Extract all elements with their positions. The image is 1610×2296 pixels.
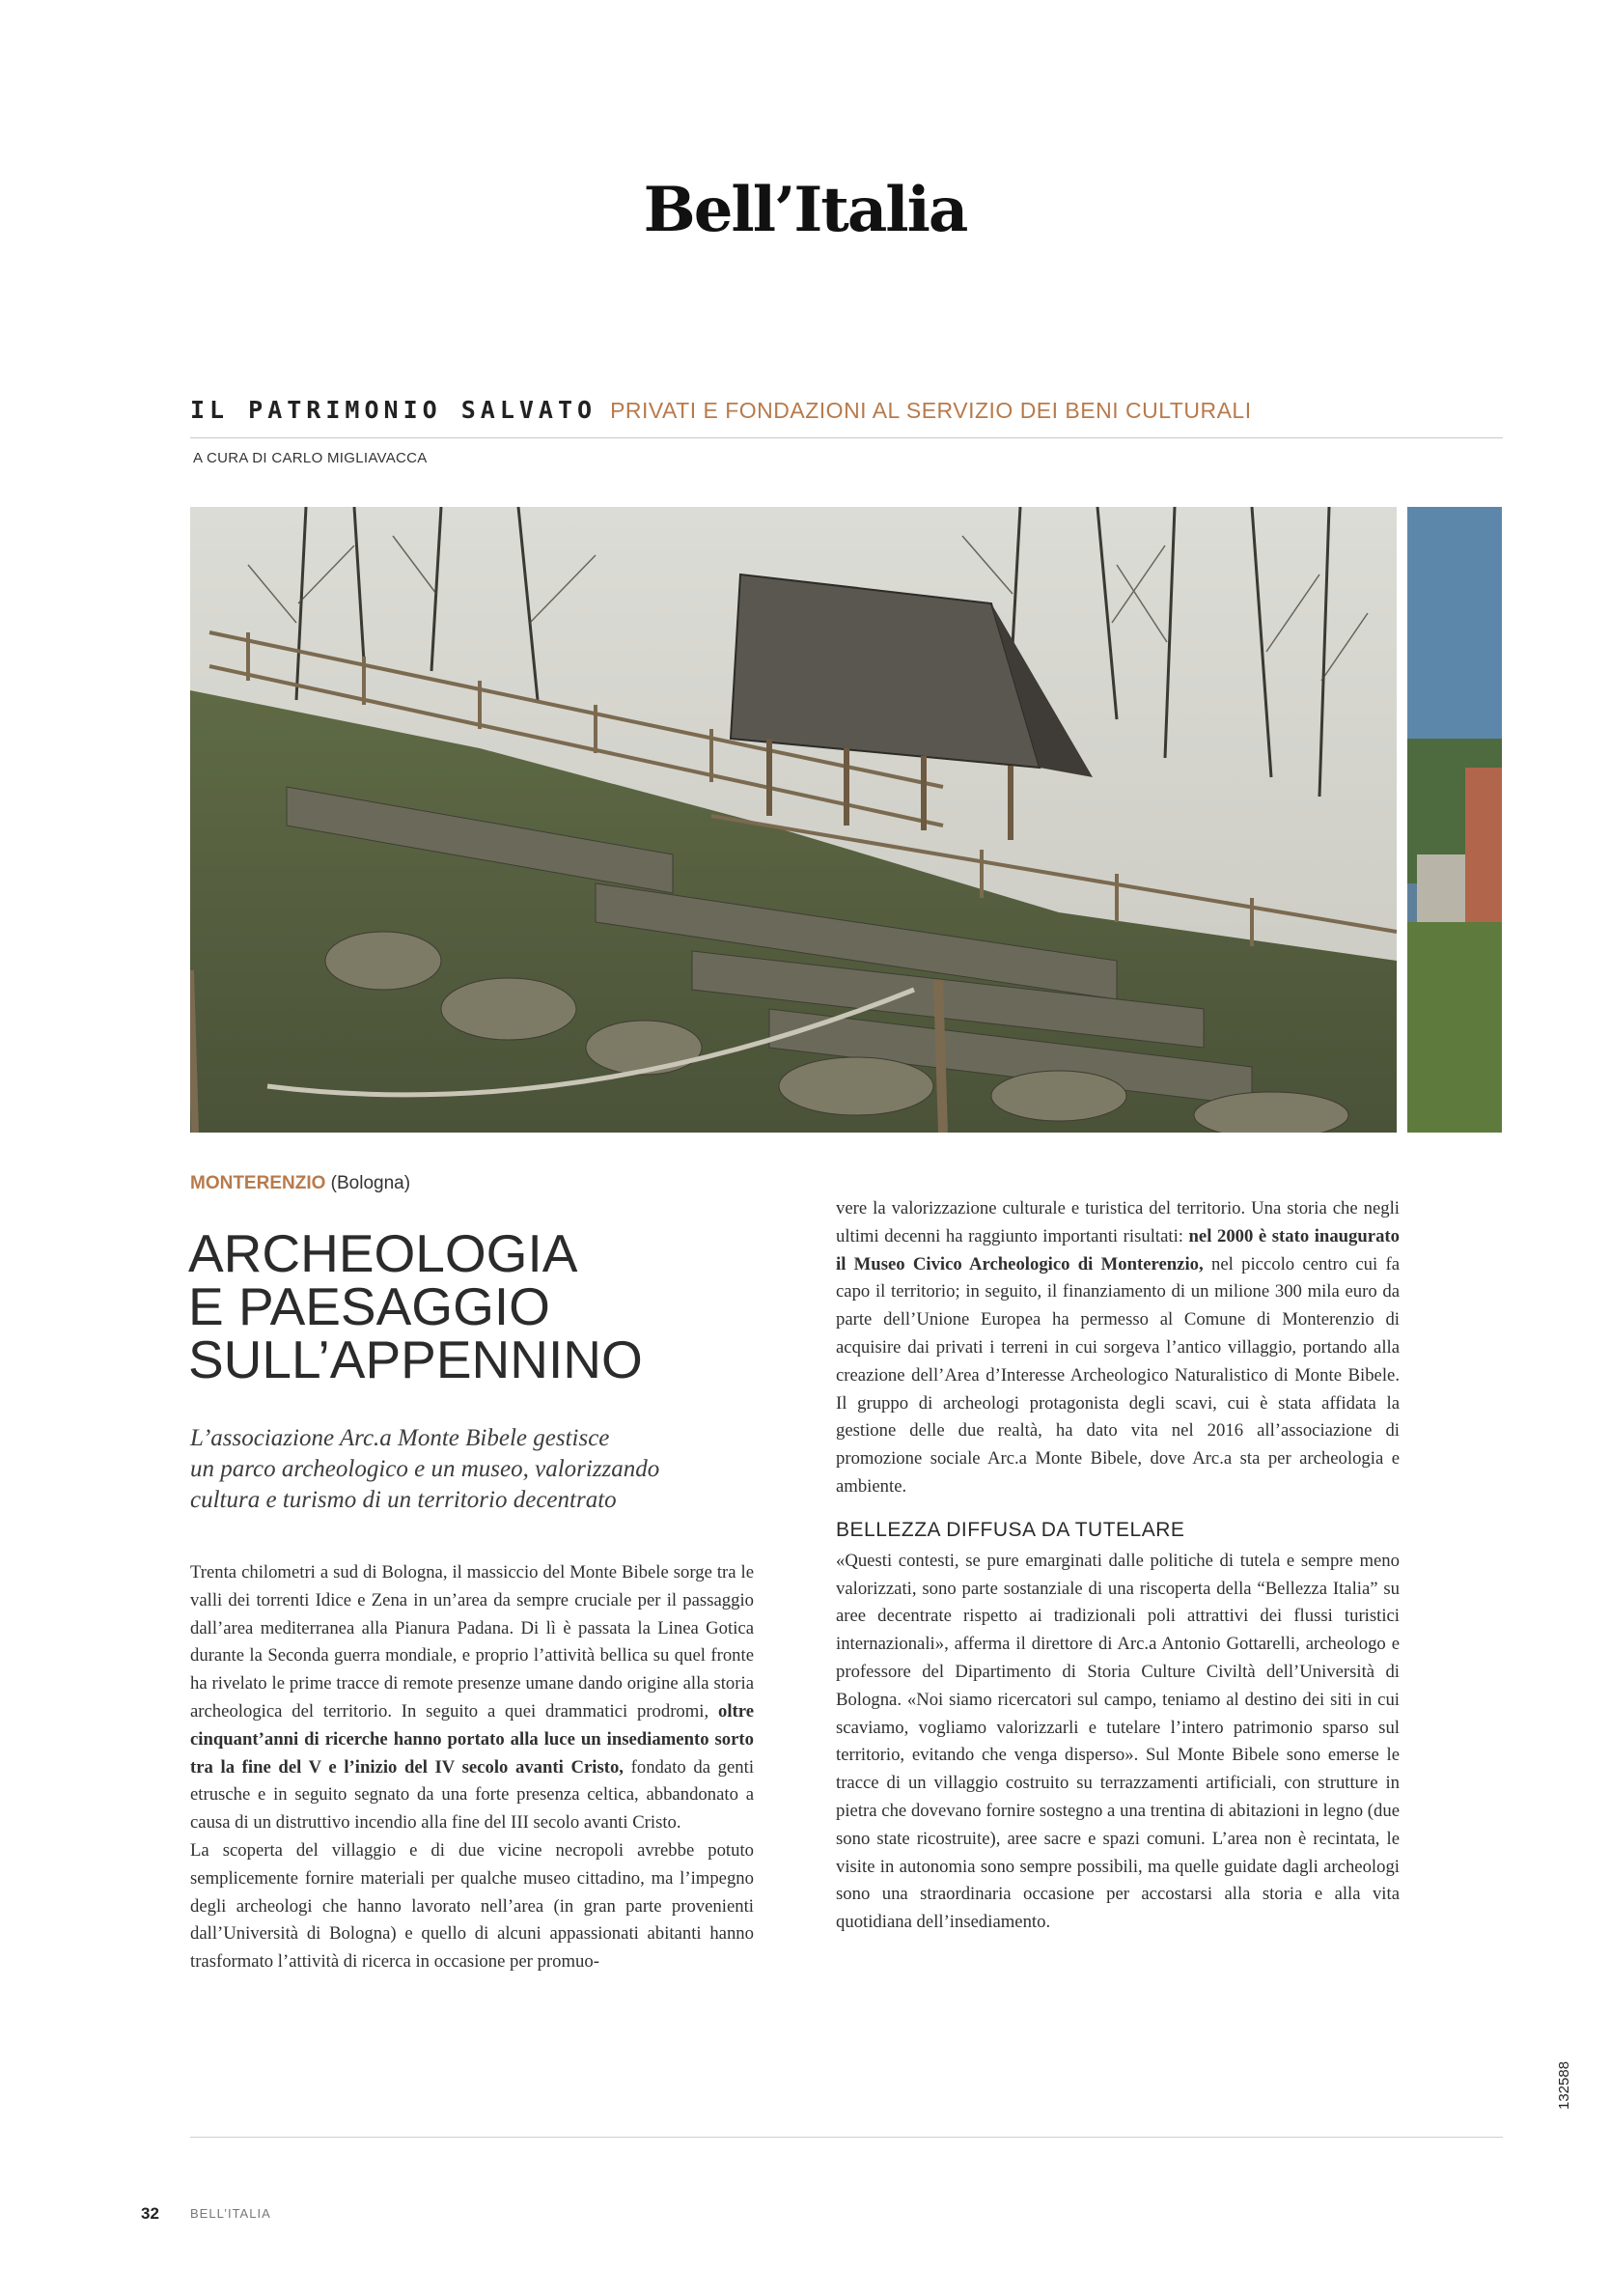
body-paragraph: Trenta chilometri a sud di Bologna, il massiccio del Monte Bibele sorge tra le valli dei torrenti Idice e Zena in un’area da sempre cruciale per il passaggio dall’area mediterranea alla Pianura Padana. Di lì è passata la Linea Gotica durante la Seconda guerra mondiale, e proprio l’attività bellica su quel fronte ha rivelato le prime tracce di remote presenze umane dando origine alla storia archeologica del territorio. In seguito a quei drammatici prodromi, oltre cinquant’anni di ricerche hanno portato alla luce un insediamento sorto tra la fine del V e l’inizio del IV secolo avanti Cristo, fondato da genti etrusche e in seguito segnato da una forte presenza celtica, abbandonato a causa di un distruttivo incendio alla fine del III secolo avanti Cristo. xyxy=(190,1562,755,1834)
location-label xyxy=(190,1173,410,1194)
body-column-right xyxy=(836,1195,1400,1937)
article-title-line: E PAESAGGIO xyxy=(188,1276,550,1336)
article-title-line: ARCHEOLOGIA xyxy=(188,1223,578,1283)
article-title xyxy=(188,1223,729,1389)
masthead-logo: Bell’Italia xyxy=(643,174,967,246)
body-bold-highlight: oltre cinquant’anni di ricerche hanno portato alla luce un insediamento sorto tra la fine del V e l’inizio del IV secolo avanti Cristo, xyxy=(190,1700,754,1778)
body-paragraph: «Questi contesti, se pure emarginati dalle politiche di tutela e sempre meno valorizzati, sono parte sostanziale di una riscoperta della “Bellezza Italia” su aree decentrate rispetto ai tradizionali poli attrattivi dei flussi turistici internazionali», afferma il direttore di Arc.a Antonio Gottarelli, archeologo e professore del Dipartimento di Storia Culture Civiltà dell’Università di Bologna. «Noi siamo ricercatori sul campo, teniamo al destino dei siti in cui scaviamo, vogliamo valorizzarli e tutelare l’intero patrimonio sparso sul territorio, evitando che venga disperso». Sul Monte Bibele sono emerse le tracce di un villaggio costruito su terrazzamenti artificiali, con strutture in pietra che dovevano fornire sostegno a una trentina di abitazioni in legno (due sono state ricostruite), aree sacre e spazi comuni. L’area non è recintata, le visite in autonomia sono sempre possibili, ma quelle guidate dagli archeologi sono una straordinaria occasione per accostarsi alla storia e alla vita quotidiana dell’insediamento. xyxy=(836,1550,1400,1933)
article-lead xyxy=(190,1423,769,1516)
page-number: 32 xyxy=(141,2204,159,2223)
section-subheading: BELLEZZA DIFFUSA DA TUTELARE xyxy=(836,1518,1185,1541)
body-paragraph: La scoperta del villaggio e di due vicine necropoli avrebbe potuto semplicemente fornire materiali per qualche museo cittadino, ma l’impegno degli archeologi che hanno lavorato nell’area (in gran parte provenienti dall’Università di Bologna) e quello di alcuni appassionati abitanti hanno trasformato l’attività di ricerca in occasione per promuo- xyxy=(190,1839,754,1973)
curator-credit: A CURA DI CARLO MIGLIAVACCA xyxy=(193,450,428,466)
header-divider xyxy=(190,437,1503,438)
lead-line: L’associazione Arc.a Monte Bibele gestisce xyxy=(190,1425,610,1451)
section-header xyxy=(190,396,1503,424)
body-column-left xyxy=(190,1559,754,1976)
lead-line: cultura e turismo di un territorio decentrato xyxy=(190,1487,617,1513)
section-title: IL PATRIMONIO SALVATO xyxy=(190,396,597,424)
footer-magazine-name: BELL’ITALIA xyxy=(190,2206,271,2221)
location-province: (Bologna) xyxy=(330,1173,411,1193)
body-paragraph: vere la valorizzazione culturale e turistica del territorio. Una storia che negli ultimi decenni ha raggiunto importanti risultati: nel 2000 è stato inaugurato il Museo Civico Archeologico di Monterenzio, nel piccolo centro cui fa capo il territorio; in seguito, il finanziamento di un milione 300 mila euro da parte dell’Unione Europea ha permesso al Comune di Monterenzio di acquisire dai privati i terreni in cui sorgeva l’antico villaggio, portando alla creazione dell’Area d’Interesse Archeologico Naturalistico di Monte Bibele. Il gruppo di archeologi protagonista degli scavi, cui è stata affidata la gestione delle due realtà, ha dato vita nel 2016 all’associazione di promozione sociale Arc.a Monte Bibele, dove Arc.a sta per archeologia e ambiente. xyxy=(836,1198,1401,1497)
side-photo xyxy=(1407,507,1502,1133)
museum-building-photo xyxy=(1407,507,1502,1133)
document-code: 132588 xyxy=(1556,2060,1572,2111)
footer-divider xyxy=(190,2137,1503,2138)
archaeological-park-photo xyxy=(190,507,1397,1133)
location-name: MONTERENZIO xyxy=(190,1173,326,1193)
article-title-line: SULL’APPENNINO xyxy=(188,1330,643,1389)
lead-line: un parco archeologico e un museo, valorizzando xyxy=(190,1456,660,1482)
section-subtitle: PRIVATI E FONDAZIONI AL SERVIZIO DEI BENI CULTURALI xyxy=(610,398,1252,423)
main-photo xyxy=(190,507,1397,1133)
body-bold-highlight: nel 2000 è stato inaugurato il Museo Civico Archeologico di Monterenzio, xyxy=(836,1225,1400,1274)
